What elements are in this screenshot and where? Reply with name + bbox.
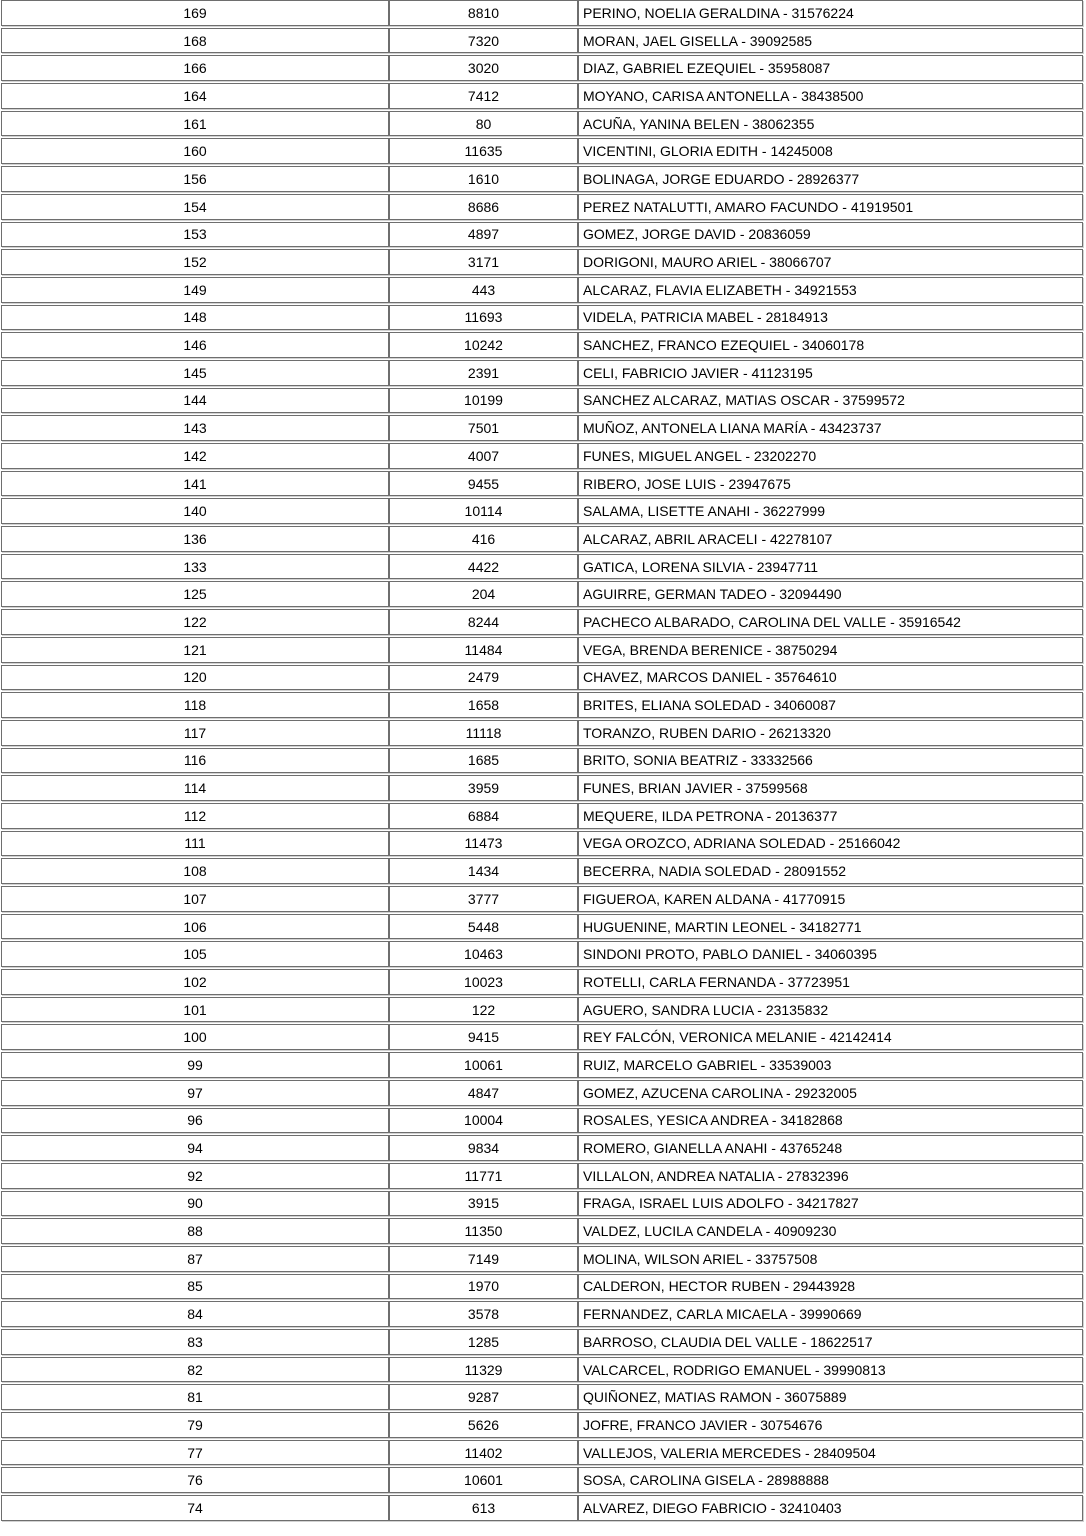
order-cell: 108 [1, 858, 389, 884]
person-cell: CHAVEZ, MARCOS DANIEL - 35764610 [578, 665, 1083, 691]
table-row [1, 1246, 1083, 1272]
order-cell: 148 [1, 305, 389, 331]
person-cell: RUIZ, MARCELO GABRIEL - 33539003 [578, 1052, 1083, 1078]
order-cell: 153 [1, 222, 389, 248]
person-cell: MOLINA, WILSON ARIEL - 33757508 [578, 1246, 1083, 1272]
person-cell: JOFRE, FRANCO JAVIER - 30754676 [578, 1412, 1083, 1438]
number-cell: 7501 [389, 415, 578, 441]
person-cell: FIGUEROA, KAREN ALDANA - 41770915 [578, 886, 1083, 912]
person-cell: ROMERO, GIANELLA ANAHI - 43765248 [578, 1135, 1083, 1161]
order-cell: 146 [1, 332, 389, 358]
person-cell: VALCARCEL, RODRIGO EMANUEL - 39990813 [578, 1357, 1083, 1383]
table-row [1, 0, 1083, 26]
number-cell: 10061 [389, 1052, 578, 1078]
number-cell: 10463 [389, 941, 578, 967]
person-cell: VICENTINI, GLORIA EDITH - 14245008 [578, 138, 1083, 164]
number-cell: 10114 [389, 498, 578, 524]
table-row [1, 1301, 1083, 1327]
order-cell: 166 [1, 55, 389, 81]
person-cell: DORIGONI, MAURO ARIEL - 38066707 [578, 249, 1083, 275]
table-row [1, 941, 1083, 967]
number-cell: 6884 [389, 803, 578, 829]
number-cell: 1610 [389, 166, 578, 192]
number-cell: 11350 [389, 1218, 578, 1244]
person-cell: ALVAREZ, DIEGO FABRICIO - 32410403 [578, 1495, 1083, 1521]
person-cell: ALCARAZ, ABRIL ARACELI - 42278107 [578, 526, 1083, 552]
table-row [1, 332, 1083, 358]
person-cell: SINDONI PROTO, PABLO DANIEL - 34060395 [578, 941, 1083, 967]
table-row [1, 1052, 1083, 1078]
order-cell: 88 [1, 1218, 389, 1244]
table-row [1, 249, 1083, 275]
number-cell: 11635 [389, 138, 578, 164]
person-cell: SANCHEZ, FRANCO EZEQUIEL - 34060178 [578, 332, 1083, 358]
number-cell: 7320 [389, 28, 578, 54]
person-cell: GOMEZ, AZUCENA CAROLINA - 29232005 [578, 1080, 1083, 1106]
number-cell: 1285 [389, 1329, 578, 1355]
roster-table-body [1, 0, 1083, 1521]
table-row [1, 1412, 1083, 1438]
person-cell: DIAZ, GABRIEL EZEQUIEL - 35958087 [578, 55, 1083, 81]
number-cell: 7149 [389, 1246, 578, 1272]
person-cell: REY FALCÓN, VERONICA MELANIE - 42142414 [578, 1024, 1083, 1050]
table-row [1, 222, 1083, 248]
number-cell: 8244 [389, 609, 578, 635]
number-cell: 4847 [389, 1080, 578, 1106]
order-cell: 92 [1, 1163, 389, 1189]
number-cell: 1685 [389, 748, 578, 774]
order-cell: 74 [1, 1495, 389, 1521]
person-cell: PACHECO ALBARADO, CAROLINA DEL VALLE - 35916542 [578, 609, 1083, 635]
table-row [1, 969, 1083, 995]
number-cell: 5626 [389, 1412, 578, 1438]
number-cell: 3777 [389, 886, 578, 912]
order-cell: 120 [1, 665, 389, 691]
order-cell: 90 [1, 1191, 389, 1217]
number-cell: 10004 [389, 1108, 578, 1134]
person-cell: MEQUERE, ILDA PETRONA - 20136377 [578, 803, 1083, 829]
table-row [1, 665, 1083, 691]
person-cell: CELI, FABRICIO JAVIER - 41123195 [578, 360, 1083, 386]
order-cell: 97 [1, 1080, 389, 1106]
person-cell: BRITO, SONIA BEATRIZ - 33332566 [578, 748, 1083, 774]
person-cell: VALDEZ, LUCILA CANDELA - 40909230 [578, 1218, 1083, 1244]
number-cell: 4007 [389, 443, 578, 469]
table-row [1, 1163, 1083, 1189]
order-cell: 141 [1, 471, 389, 497]
table-row [1, 443, 1083, 469]
person-cell: MUÑOZ, ANTONELA LIANA MARÍA - 43423737 [578, 415, 1083, 441]
number-cell: 204 [389, 581, 578, 607]
order-cell: 76 [1, 1467, 389, 1493]
table-row [1, 997, 1083, 1023]
number-cell: 416 [389, 526, 578, 552]
person-cell: SANCHEZ ALCARAZ, MATIAS OSCAR - 37599572 [578, 388, 1083, 414]
order-cell: 142 [1, 443, 389, 469]
number-cell: 1434 [389, 858, 578, 884]
order-cell: 114 [1, 775, 389, 801]
person-cell: PERINO, NOELIA GERALDINA - 31576224 [578, 0, 1083, 26]
person-cell: SALAMA, LISETTE ANAHI - 36227999 [578, 498, 1083, 524]
table-row [1, 886, 1083, 912]
table-row [1, 692, 1083, 718]
order-cell: 143 [1, 415, 389, 441]
person-cell: MORAN, JAEL GISELLA - 39092585 [578, 28, 1083, 54]
person-cell: FRAGA, ISRAEL LUIS ADOLFO - 34217827 [578, 1191, 1083, 1217]
person-cell: PEREZ NATALUTTI, AMARO FACUNDO - 41919501 [578, 194, 1083, 220]
number-cell: 1658 [389, 692, 578, 718]
number-cell: 11118 [389, 720, 578, 746]
order-cell: 169 [1, 0, 389, 26]
table-row [1, 1135, 1083, 1161]
table-row [1, 55, 1083, 81]
order-cell: 154 [1, 194, 389, 220]
person-cell: RIBERO, JOSE LUIS - 23947675 [578, 471, 1083, 497]
table-row [1, 1329, 1083, 1355]
person-cell: BECERRA, NADIA SOLEDAD - 28091552 [578, 858, 1083, 884]
number-cell: 5448 [389, 914, 578, 940]
order-cell: 87 [1, 1246, 389, 1272]
order-cell: 118 [1, 692, 389, 718]
number-cell: 1970 [389, 1274, 578, 1300]
person-cell: FUNES, MIGUEL ANGEL - 23202270 [578, 443, 1083, 469]
order-cell: 122 [1, 609, 389, 635]
table-row [1, 858, 1083, 884]
order-cell: 85 [1, 1274, 389, 1300]
table-row [1, 360, 1083, 386]
table-row [1, 1440, 1083, 1466]
table-row [1, 609, 1083, 635]
order-cell: 133 [1, 554, 389, 580]
order-cell: 101 [1, 997, 389, 1023]
number-cell: 11693 [389, 305, 578, 331]
number-cell: 8810 [389, 0, 578, 26]
number-cell: 10601 [389, 1467, 578, 1493]
number-cell: 11473 [389, 831, 578, 857]
order-cell: 161 [1, 111, 389, 137]
roster-table [1, 0, 1083, 1523]
number-cell: 11329 [389, 1357, 578, 1383]
table-row [1, 1024, 1083, 1050]
table-row [1, 803, 1083, 829]
order-cell: 111 [1, 831, 389, 857]
order-cell: 156 [1, 166, 389, 192]
table-row [1, 1191, 1083, 1217]
table-row [1, 1274, 1083, 1300]
number-cell: 10199 [389, 388, 578, 414]
table-row [1, 83, 1083, 109]
order-cell: 164 [1, 83, 389, 109]
person-cell: AGUERO, SANDRA LUCIA - 23135832 [578, 997, 1083, 1023]
order-cell: 149 [1, 277, 389, 303]
table-row [1, 581, 1083, 607]
table-row [1, 388, 1083, 414]
order-cell: 160 [1, 138, 389, 164]
person-cell: MOYANO, CARISA ANTONELLA - 38438500 [578, 83, 1083, 109]
table-row [1, 166, 1083, 192]
table-row [1, 637, 1083, 663]
number-cell: 11484 [389, 637, 578, 663]
table-row [1, 305, 1083, 331]
order-cell: 99 [1, 1052, 389, 1078]
table-row [1, 28, 1083, 54]
person-cell: BRITES, ELIANA SOLEDAD - 34060087 [578, 692, 1083, 718]
table-row [1, 498, 1083, 524]
number-cell: 3959 [389, 775, 578, 801]
person-cell: HUGUENINE, MARTIN LEONEL - 34182771 [578, 914, 1083, 940]
order-cell: 105 [1, 941, 389, 967]
person-cell: FUNES, BRIAN JAVIER - 37599568 [578, 775, 1083, 801]
table-row [1, 775, 1083, 801]
person-cell: ACUÑA, YANINA BELEN - 38062355 [578, 111, 1083, 137]
order-cell: 152 [1, 249, 389, 275]
table-row [1, 720, 1083, 746]
number-cell: 2479 [389, 665, 578, 691]
person-cell: VALLEJOS, VALERIA MERCEDES - 28409504 [578, 1440, 1083, 1466]
person-cell: ALCARAZ, FLAVIA ELIZABETH - 34921553 [578, 277, 1083, 303]
order-cell: 77 [1, 1440, 389, 1466]
number-cell: 3171 [389, 249, 578, 275]
number-cell: 10242 [389, 332, 578, 358]
number-cell: 3915 [389, 1191, 578, 1217]
table-row [1, 1218, 1083, 1244]
person-cell: FERNANDEZ, CARLA MICAELA - 39990669 [578, 1301, 1083, 1327]
person-cell: VILLALON, ANDREA NATALIA - 27832396 [578, 1163, 1083, 1189]
number-cell: 8686 [389, 194, 578, 220]
table-row [1, 831, 1083, 857]
order-cell: 81 [1, 1384, 389, 1410]
person-cell: BARROSO, CLAUDIA DEL VALLE - 18622517 [578, 1329, 1083, 1355]
number-cell: 613 [389, 1495, 578, 1521]
order-cell: 100 [1, 1024, 389, 1050]
person-cell: SOSA, CAROLINA GISELA - 28988888 [578, 1467, 1083, 1493]
order-cell: 94 [1, 1135, 389, 1161]
table-row [1, 138, 1083, 164]
order-cell: 106 [1, 914, 389, 940]
person-cell: GOMEZ, JORGE DAVID - 20836059 [578, 222, 1083, 248]
order-cell: 140 [1, 498, 389, 524]
person-cell: CALDERON, HECTOR RUBEN - 29443928 [578, 1274, 1083, 1300]
person-cell: GATICA, LORENA SILVIA - 23947711 [578, 554, 1083, 580]
table-row [1, 194, 1083, 220]
number-cell: 443 [389, 277, 578, 303]
table-row [1, 415, 1083, 441]
number-cell: 10023 [389, 969, 578, 995]
number-cell: 11402 [389, 1440, 578, 1466]
number-cell: 9455 [389, 471, 578, 497]
order-cell: 107 [1, 886, 389, 912]
order-cell: 125 [1, 581, 389, 607]
table-row [1, 1384, 1083, 1410]
number-cell: 4897 [389, 222, 578, 248]
person-cell: ROTELLI, CARLA FERNANDA - 37723951 [578, 969, 1083, 995]
person-cell: QUIÑONEZ, MATIAS RAMON - 36075889 [578, 1384, 1083, 1410]
person-cell: TORANZO, RUBEN DARIO - 26213320 [578, 720, 1083, 746]
order-cell: 121 [1, 637, 389, 663]
number-cell: 3578 [389, 1301, 578, 1327]
table-row [1, 277, 1083, 303]
table-row [1, 1080, 1083, 1106]
number-cell: 9415 [389, 1024, 578, 1050]
number-cell: 80 [389, 111, 578, 137]
number-cell: 11771 [389, 1163, 578, 1189]
order-cell: 82 [1, 1357, 389, 1383]
table-row [1, 748, 1083, 774]
table-row [1, 1495, 1083, 1521]
order-cell: 116 [1, 748, 389, 774]
table-row [1, 526, 1083, 552]
person-cell: VEGA, BRENDA BERENICE - 38750294 [578, 637, 1083, 663]
order-cell: 102 [1, 969, 389, 995]
table-row [1, 111, 1083, 137]
number-cell: 7412 [389, 83, 578, 109]
order-cell: 117 [1, 720, 389, 746]
order-cell: 144 [1, 388, 389, 414]
person-cell: BOLINAGA, JORGE EDUARDO - 28926377 [578, 166, 1083, 192]
person-cell: ROSALES, YESICA ANDREA - 34182868 [578, 1108, 1083, 1134]
order-cell: 79 [1, 1412, 389, 1438]
order-cell: 168 [1, 28, 389, 54]
person-cell: VIDELA, PATRICIA MABEL - 28184913 [578, 305, 1083, 331]
number-cell: 122 [389, 997, 578, 1023]
order-cell: 84 [1, 1301, 389, 1327]
person-cell: AGUIRRE, GERMAN TADEO - 32094490 [578, 581, 1083, 607]
person-cell: VEGA OROZCO, ADRIANA SOLEDAD - 25166042 [578, 831, 1083, 857]
order-cell: 145 [1, 360, 389, 386]
order-cell: 96 [1, 1108, 389, 1134]
order-cell: 83 [1, 1329, 389, 1355]
number-cell: 3020 [389, 55, 578, 81]
table-row [1, 914, 1083, 940]
table-row [1, 1467, 1083, 1493]
number-cell: 4422 [389, 554, 578, 580]
table-row [1, 1108, 1083, 1134]
order-cell: 136 [1, 526, 389, 552]
table-row [1, 471, 1083, 497]
order-cell: 112 [1, 803, 389, 829]
number-cell: 9834 [389, 1135, 578, 1161]
table-row [1, 1357, 1083, 1383]
number-cell: 9287 [389, 1384, 578, 1410]
number-cell: 2391 [389, 360, 578, 386]
table-row [1, 554, 1083, 580]
